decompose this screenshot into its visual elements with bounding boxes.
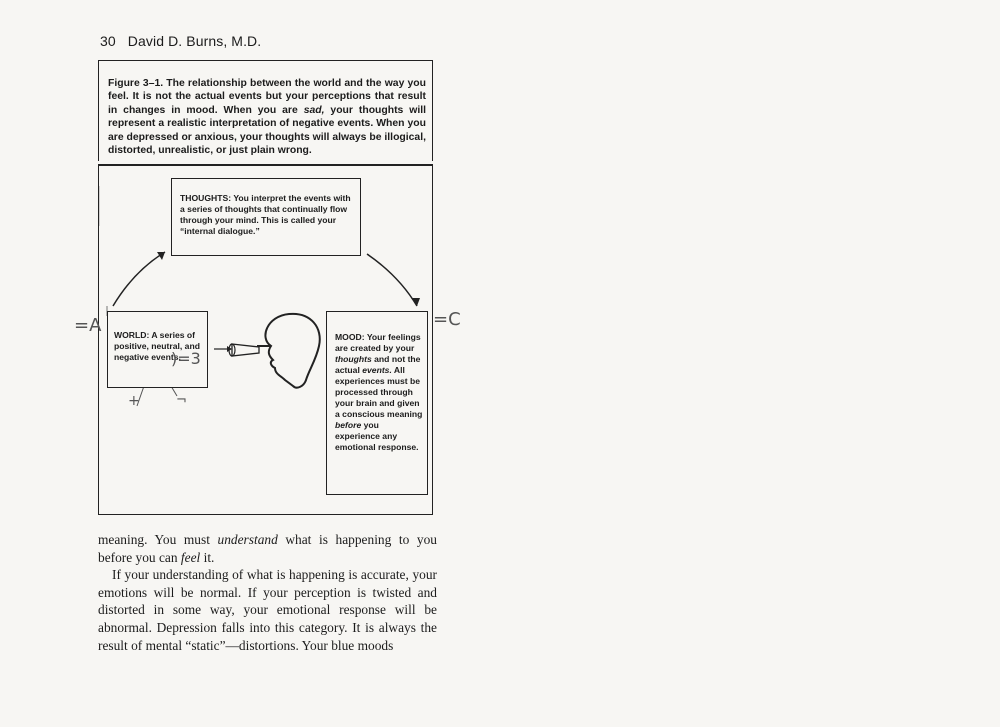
figure-caption	[108, 77, 426, 157]
running-header	[100, 33, 261, 49]
mood-text-3: All experiences must be processed through your brain and given a conscious meaning	[335, 365, 423, 419]
body-text	[98, 531, 437, 654]
page-number: 30	[100, 33, 116, 49]
arrow-world-to-thoughts	[113, 252, 165, 306]
thoughts-box	[171, 178, 361, 256]
running-head-title: David D. Burns, M.D.	[127, 33, 262, 49]
mood-label: MOOD:	[335, 332, 365, 342]
world-label: WORLD:	[114, 330, 150, 340]
pencil-annotation-c: =C	[433, 309, 461, 330]
thoughts-label: THOUGHTS:	[180, 193, 232, 203]
caption-text-1: The relationship between the world and the way you feel. It is not the actual events but your perceptions that result in changes in mood. When you are	[108, 78, 426, 116]
caption-text-2: your thoughts will represent a realistic interpretation of negative events. When you are depressed or anxious, your thoughts will always be illogical, distorted, unrealistic, or just plain wrong.	[108, 104, 426, 157]
paragraph-1: meaning. You must understand what is happening to you before you can feel it.	[98, 532, 438, 565]
figure-label: Figure 3–1.	[108, 78, 164, 89]
figure-diagram	[98, 164, 433, 515]
paragraph-2: If your understanding of what is happening is accurate, your emotions will be normal. If your perception is twisted and distorted in some way, your emotional response will be abnormal. Depression falls into this category. It is always the result of mental “static”—distortions. Your blue moods	[98, 567, 437, 653]
pencil-annotation-a: =A	[74, 315, 102, 336]
thoughts-text: You interpret the events with a series of thoughts that continually flow through your mind. This is called your “internal dialogue.”	[180, 193, 351, 236]
caption-emphasis: sad,	[303, 104, 325, 116]
mood-text-2: and not the actual	[335, 354, 421, 375]
mood-emph-1: thoughts	[335, 354, 372, 364]
head-profile	[265, 314, 319, 388]
mood-text-4: you experience any emotional response.	[335, 420, 419, 452]
pencil-annotation-tick: ¬	[176, 393, 187, 408]
mood-emph-3: before	[335, 420, 362, 430]
eye-tube	[232, 344, 259, 356]
figure-caption-box	[98, 60, 433, 161]
arrow-thoughts-to-mood	[367, 254, 417, 306]
world-text: A series of positive, neutral, and negative events.	[114, 330, 200, 362]
pencil-annotation-plus: +	[128, 393, 140, 409]
pencil-annotation-b: )=3	[171, 349, 201, 368]
mood-emph-2: events.	[362, 365, 392, 375]
mood-box	[326, 311, 428, 495]
mood-text-1: Your feelings are created by your	[335, 332, 421, 353]
